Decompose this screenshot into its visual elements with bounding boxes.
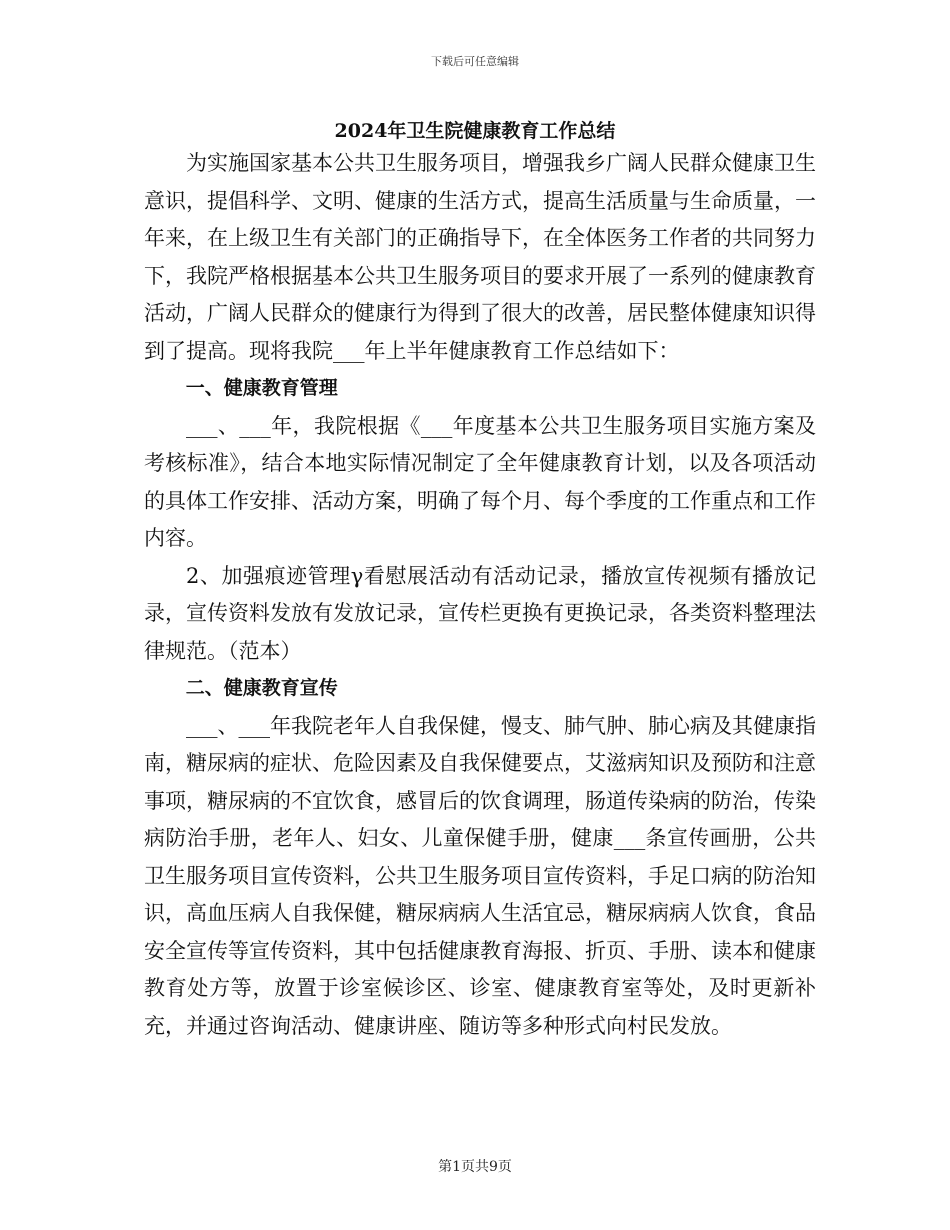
section-heading-publicity: 二、健康教育宣传 xyxy=(185,677,338,699)
header-note: 下载后可任意编辑 xyxy=(431,55,519,68)
document-body xyxy=(144,145,816,1045)
publicity-paragraph-1: ___、___年我院老年人自我保健，慢支、肺气肿、肺心病及其健康指南，糖尿病的症状、危险因素及自我保健要点，艾滋病知识及预防和注意事项，糖尿病的不宜饮食，感冒后的饮食调理，肠道传染病的防治，传染病防治手册，老年人、妇女、儿童保健手册，健康___条宣传画册，公共卫生服务项目宣传资料，公共卫生服务项目宣传资料，手足口病的防治知识，高血压病人自我保健，糖尿病病人生活宜忌，糖尿病病人饮食，食品安全宣传等宣传资料，其中包括健康教育海报、折页、手册、读本和健康教育处方等，放置于诊室候诊区、诊室、健康教育室等处，及时更新补充，并通过咨询活动、健康讲座、随访等多种形式向村民发放。 xyxy=(144,713,816,1038)
document-title: 2024年卫生院健康教育工作总结 xyxy=(334,120,616,142)
page-number: 第1页共9页 xyxy=(438,1159,512,1175)
management-paragraph-1: ___、___年，我院根据《___年度基本公共卫生服务项目实施方案及考核标准》，结合本地实际情况制定了全年健康教育计划，以及各项活动的具体工作安排、活动方案，明确了每个月、每个季度的工作重点和工作内容。 xyxy=(144,413,816,550)
intro-paragraph: 为实施国家基本公共卫生服务项目，增强我乡广阔人民群众健康卫生意识，提倡科学、文明、健康的生活方式，提高生活质量与生命质量，一年来，在上级卫生有关部门的正确指导下，在全体医务工作者的共同努力下，我院严格根据基本公共卫生服务项目的要求开展了一系列的健康教育活动，广阔人民群众的健康行为得到了很大的改善，居民整体健康知识得到了提高。现将我院___年上半年健康教育工作总结如下： xyxy=(144,151,816,363)
management-paragraph-2: 2、加强痕迹管理γ看慰展活动有活动记录，播放宣传视频有播放记录，宣传资料发放有发放记录，宣传栏更换有更换记录，各类资料整理法律规范。（范本） xyxy=(144,563,816,663)
section-heading-management: 一、健康教育管理 xyxy=(185,377,338,399)
